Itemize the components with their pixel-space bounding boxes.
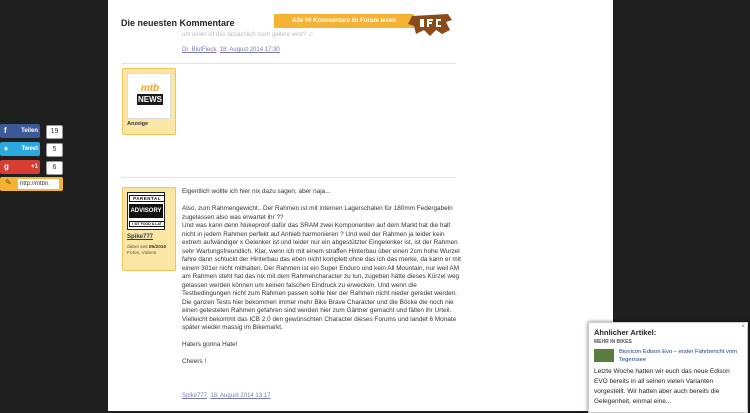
previous-comment-author[interactable]: Dr_BlutFleck [182,47,217,53]
link-icon: ✎ [5,178,12,187]
avatar-bottom-text: I SIT FOOD & LAT [129,221,165,227]
close-icon[interactable]: × [741,324,745,330]
divider [121,177,456,178]
twitter-share-label: Tweet [21,146,38,152]
google-plus-share[interactable] [0,160,63,174]
avatar[interactable] [127,192,165,230]
popup-title: Ähnlicher Artikel: [594,328,657,337]
comment-paragraph: Haters gonna Hate! [182,341,238,348]
comment-user-info [127,245,173,257]
comment-username[interactable]: Spike777 [127,234,154,240]
comment-author-link[interactable]: Spike777 [182,393,208,399]
google-plus-share-count: 6 [46,161,63,175]
user-info-text: Fotos, Videos [127,251,157,256]
user-since: 05/2010 [148,245,167,250]
facebook-share-button[interactable] [0,124,40,138]
related-article-title[interactable]: Bionicon Edison Evo – erster Fahrbericht vom Tegernsee [619,349,737,363]
logo-top-text: mtb [140,83,160,94]
section-title: Die neuesten Kommentare [121,18,235,28]
comment-paragraph: Eigentlich wollte ich hier nix dazu sagen, aber naja... [182,188,331,195]
ad-label: Anzeige [127,121,149,127]
twitter-share[interactable] [0,142,63,156]
mtb-news-logo [137,83,163,109]
share-url-input[interactable] [18,179,59,189]
comment-paragraph: Und was kann denn Nukeproof dafür das SRAM zwei Komponenten auf dem Markt hat die halt nicht in jedem Rahmen perfekt auf Anhieb harmonieren ? Und weil der Rahmen ja leider kein extrem aufwändiger x Gelenker ist und leider nur ein abgestützter Eingelenker ist, ist der Rahmen sehr Wartungsfreundlich. Klar, wenn ich mit einem straffen Hinterbau über einen 2cm hohe Wurzel fahre dann schluckt der Hinterbau das eben nicht komplett ohne das ich das merke, da kann er mit einem 301er nicht mithalten. Der Rahmen ist ein Super Enduro und kein All Mountain, nur weil AM am Rahmen steht hat das nix mit dem Rahmencharacter zu tun, zugeben hätte dieses Kürzel weg gelassen werden können um keinen falschen Eindruck zu erwecken. Und wenn die Testbedingungen nicht zum Rahmen passen sollte hier der Rahmen nicht nieder geredet werden. Die ganzen Tests hier bekommen immer mehr Bike Brave Character und die Böcke die noch nie einen getesteten Rahmen gefahren sind werden hier zum Gärtner gemacht und fällen ihr Urteil. Vielleicht bekommt das ICB 2.0 den gewünschten Character dieses Forums und landet 6 Monate später wieder massig im Bikemarkt. [182,222,461,331]
comment-author-card [122,187,176,271]
google-plus-share-button[interactable] [0,160,40,174]
related-article-popup [588,322,748,413]
popup-category [594,339,632,345]
previous-comment-meta: Dr_BlutFleck, 18. August 2014 17:30 [182,47,280,53]
google-plus-icon: g [4,162,9,171]
previous-comment-date[interactable]: 18. August 2014 17:30 [219,47,280,53]
avatar-top-text: PARENTAL [129,195,165,202]
ad-card[interactable] [122,68,176,135]
avatar-mid-text: ADVISORY [129,204,163,218]
category-link[interactable]: BIKES [616,339,632,345]
comments-column [108,0,616,411]
previous-comment-text: um einen ist das tatsächlich noch geilere wird? ☺ [182,32,314,38]
google-plus-share-label: +1 [31,164,38,170]
logo-bottom-text: NEWS [138,95,162,104]
share-url-box [0,177,63,191]
user-since-prefix: dabei seit [127,245,149,250]
facebook-share[interactable] [0,124,63,138]
comment-paragraph: Cheers ! [182,358,207,365]
forum-comments-link[interactable]: Alle 59 Kommentare im Forum lesen [274,14,414,28]
mud-splash-logo [406,10,454,38]
divider [121,63,456,64]
comment-meta: Spike777, 18. August 2014 13:17 [182,393,271,399]
article-thumbnail[interactable] [594,349,614,362]
more-in-label: MEHR IN [594,339,616,345]
comment-paragraph: Also, zum Rahmengewicht.. Der Rahmen ist mit internen Lagerschalen für 180mm Federgabeln zugelassen also was erwartet ihr ?? [182,205,453,221]
twitter-share-button[interactable] [0,142,40,156]
facebook-share-count: 19 [46,125,63,139]
twitter-share-count: 5 [46,143,63,157]
comment-date-link[interactable]: 18. August 2014 13:17 [210,393,271,399]
facebook-share-label: Teilen [21,128,38,134]
comment-body [182,188,462,367]
facebook-icon: f [4,126,7,135]
ad-image[interactable] [127,73,171,119]
twitter-icon: ♦ [4,144,9,153]
related-article-description: Letzte Woche hatten wir euch das neue Edison EVO bereits in all seinen vielen Varianten vorgestellt. Wir hatten aber auch bereits die Gelegenheit, einmal eine... [594,368,730,405]
